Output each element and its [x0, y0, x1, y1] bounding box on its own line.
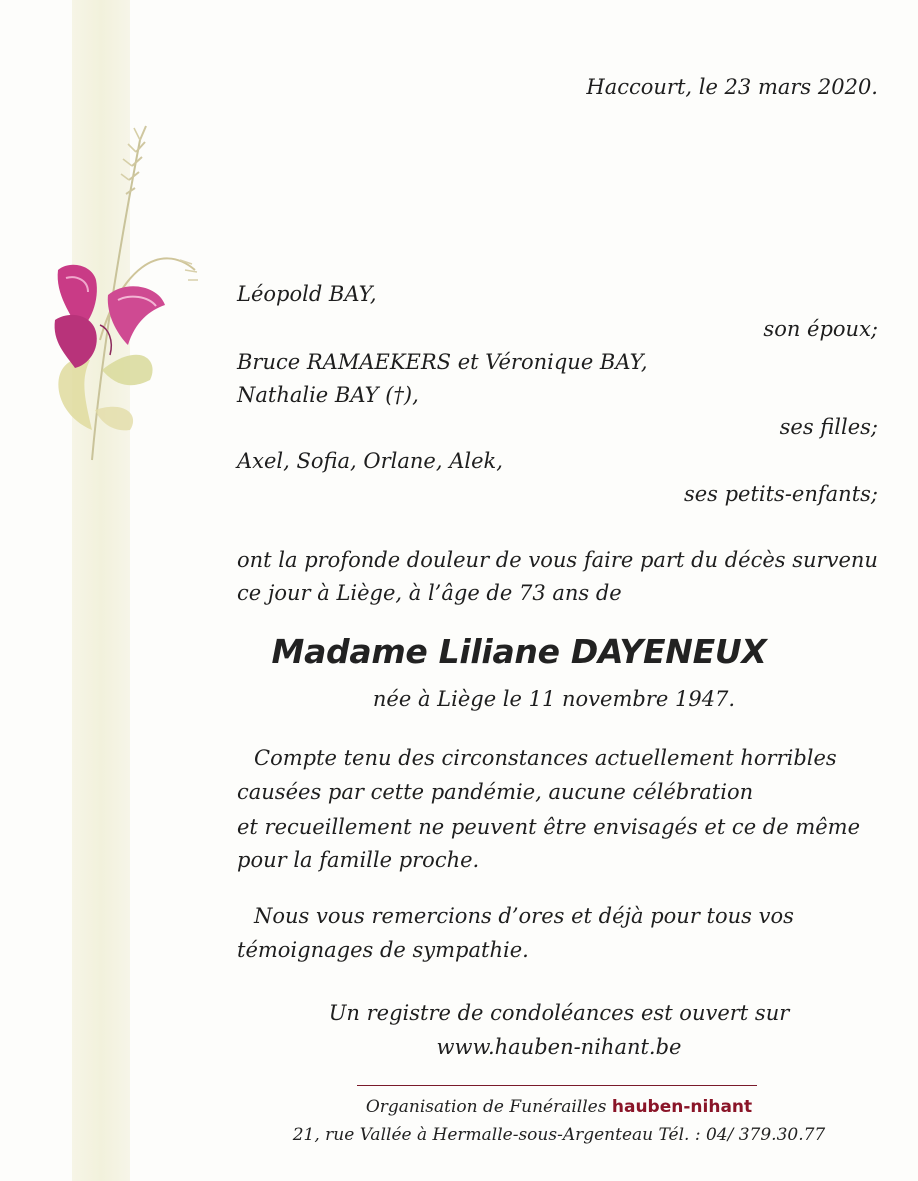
calla-lily-illustration [30, 110, 220, 470]
announcement-line-1: ont la profonde douleur de vous faire part du décès survenu [237, 548, 878, 572]
footer-organisation [0, 1097, 918, 1117]
announcement-line-2: ce jour à Liège, à l’âge de 73 ans de [237, 581, 622, 605]
notice-line-4: pour la famille proche. [237, 848, 480, 872]
daughter-line-1: Bruce RAMAEKERS et Véronique BAY, [237, 350, 648, 374]
footer-divider [357, 1085, 757, 1086]
thanks-line-2: témoignages de sympathie. [237, 938, 529, 962]
condolences-url[interactable]: www.hauben-nihant.be [436, 1035, 682, 1059]
notice-line-3: et recueillement ne peuvent être envisagés et ce de même [237, 815, 861, 839]
deceased-name: Madame Liliane DAYENEUX [271, 632, 767, 671]
thanks-line-1: Nous vous remercions d’ores et déjà pour tous vos [254, 904, 794, 928]
place-date: Haccourt, le 23 mars 2020. [586, 75, 878, 99]
footer-prefix: Organisation de Funérailles [365, 1097, 607, 1117]
daughter-line-2: Nathalie BAY (†), [237, 383, 419, 407]
brand-logo-text: hauben-nihant [611, 1097, 753, 1117]
notice-line-1: Compte tenu des circonstances actuellement horribles [254, 746, 837, 770]
notice-line-2: causées par cette pandémie, aucune célébration [237, 780, 754, 804]
husband-name: Léopold BAY, [237, 282, 377, 306]
birth-info: née à Liège le 11 novembre 1947. [372, 687, 736, 711]
grandchildren-relation: ses petits-enfants; [683, 482, 878, 506]
daughters-relation: ses filles; [779, 415, 878, 439]
husband-relation: son époux; [763, 317, 878, 341]
condolences-line: Un registre de condoléances est ouvert sur [328, 1001, 790, 1025]
footer-address: 21, rue Vallée à Hermalle-sous-Argenteau Tél. : 04/ 379.30.77 [292, 1125, 826, 1145]
grandchildren-names: Axel, Sofia, Orlane, Alek, [237, 449, 503, 473]
